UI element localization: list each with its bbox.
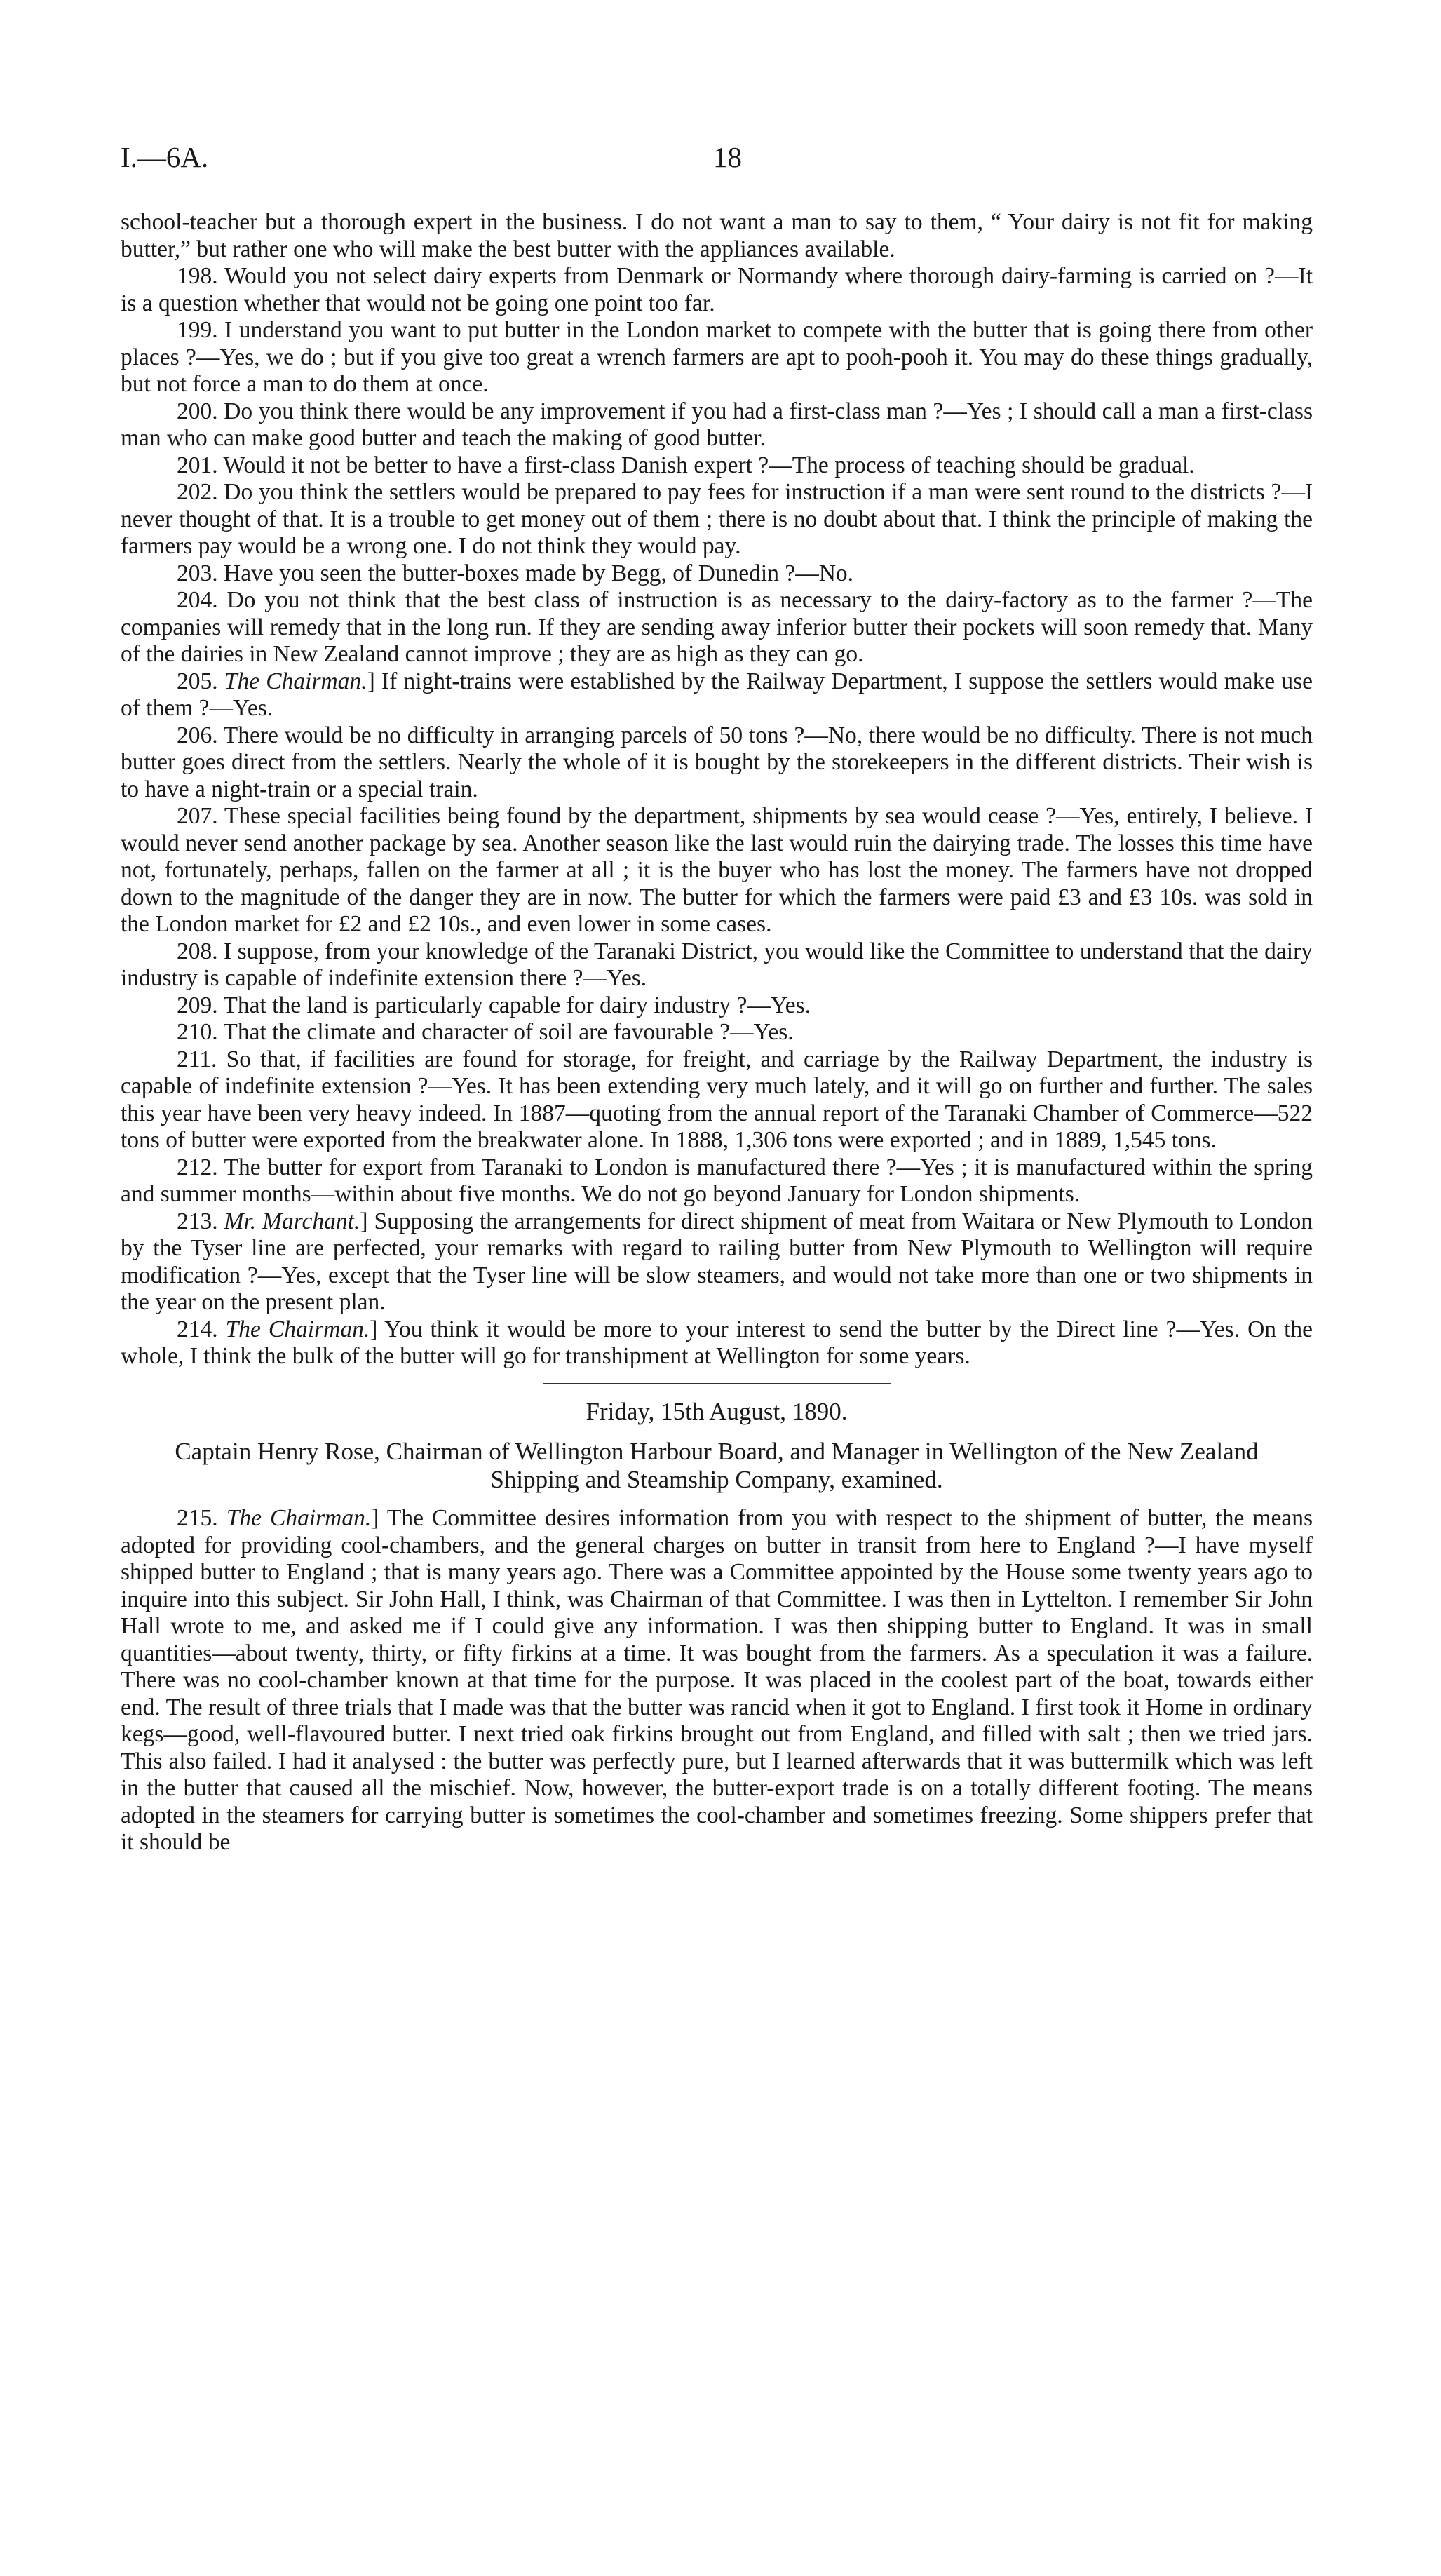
paragraph: 207. These special facilities being found by the department, shipments by sea would cease ?—Yes, entirely, I believe. I would never send another package by sea. Another season like the last would ruin the dairying trade. The losses this time have not, fortunately, perhaps, fallen on the farmer at all ; it is the buyer who has lost the money. The farmers have not dropped down to the magnitude of the danger they are in now. The butter for which the farmers were paid £3 and £3 10s. was sold in the London market for £2 and £2 10s., and even lower in some cases.: [121, 803, 1313, 937]
paragraph: 211. So that, if facilities are found for storage, for freight, and carriage by the Railway Department, the industry is capable of indefinite extension ?—Yes. It has been extending very much lately, and it will go on further and further. The sales this year have been very heavy indeed. In 1887—quoting from the annual report of the Taranaki Chamber of Commerce—522 tons of butter were exported from the breakwater alone. In 1888, 1,306 tons were exported ; and in 1889, 1,545 tons.: [121, 1046, 1313, 1153]
paragraph: 215. The Chairman.] The Committee desires information from you with respect to the shipment of butter, the means adopted for providing cool-chambers, and the general charges on butter in transit from here to England ?—I have myself shipped butter to England ; that is many years ago. There was a Committee appointed by the House some twenty years ago to inquire into this subject. Sir John Hall, I think, was Chairman of that Committee. I was then in Lyttelton. I remember Sir John Hall wrote to me, and asked me if I could give any information. I was then shipping butter to England. It was in small quantities—about twenty, thirty, or fifty firkins at a time. It was bought from the farmers. As a speculation it was a failure. There was no cool-chamber known at that time for the purpose. It was placed in the coolest part of the boat, towards either end. The result of three trials that I made was that the butter was rancid when it got to England. I first took it Home in ordinary kegs—good, well-flavoured butter. I next tried oak firkins brought out from England, and filled with salt ; then we tried jars. This also failed. I had it analysed : the butter was perfectly pure, but I learned afterwards that it was buttermilk which was left in the butter that caused all the mischief. Now, however, the butter-export trade is on a totally different footing. The means adopted in the steamers for carrying butter is sometimes the cool-chamber and sometimes freezing. Some shippers prefer that it should be: [121, 1505, 1313, 1855]
question-number: 205.: [177, 668, 218, 694]
paragraph: 208. I suppose, from your knowledge of the Taranaki District, you would like the Committee to understand that the dairy industry is capable of indefinite extension there ?—Yes.: [121, 938, 1313, 991]
speaker-name: Mr. Marchant.: [224, 1208, 360, 1234]
paragraph: 214. The Chairman.] You think it would be more to your interest to send the butter by the Direct line ?—Yes. On the whole, I think the bulk of the butter will go for transhipment at Wellington for some years.: [121, 1316, 1313, 1369]
page-header: [121, 140, 1313, 182]
page-number: 18: [713, 141, 742, 173]
paragraph: 198. Would you not select dairy experts from Denmark or Normandy where thorough dairy-farming is carried on ?—It is a question whether that would not be going one point too far.: [121, 263, 1313, 316]
page-body: [121, 209, 1313, 1856]
paragraph: 202. Do you think the settlers would be prepared to pay fees for instruction if a man were sent round to the districts ?—I never thought of that. It is a trouble to get money out of them ; there is no doubt about that. I think the principle of making the farmers pay would be a wrong one. I do not think they would pay.: [121, 479, 1313, 559]
paragraph: 213. Mr. Marchant.] Supposing the arrangements for direct shipment of meat from Waitara or New Plymouth to London by the Tyser line are perfected, your remarks with regard to railing butter from New Plymouth to Wellington will require modification ?—Yes, except that the Tyser line will be slow steamers, and would not take more than one or two shipments in the year on the present plan.: [121, 1208, 1313, 1315]
paragraph-text: Supposing the arrangements for direct shipment of meat from Waitara or New Plymouth to London by the Tyser line are perfected, your remarks with regard to railing butter from New Plymouth to Wellington will require modification ?—Yes, except that the Tyser line will be slow steamers, and would not take more than one or two shipments in the year on the present plan.: [121, 1208, 1313, 1315]
question-number: 214.: [177, 1316, 218, 1342]
paragraph: 212. The butter for export from Taranaki to London is manufactured there ?—Yes ; it is manufactured within the spring and summer months—within about five months. We do not go beyond January for London shipments.: [121, 1154, 1313, 1207]
document-reference: I.—6A.: [121, 141, 209, 173]
paragraph: 204. Do you not think that the best class of instruction is as necessary to the dairy-factory as to the farmer ?—The companies will remedy that in the long run. If they are sending away inferior butter their pockets will soon remedy that. Many of the dairies in New Zealand cannot improve ; they are as high as they can go.: [121, 587, 1313, 667]
speaker-name: The Chairman.: [226, 1505, 372, 1531]
paragraph: 201. Would it not be better to have a first-class Danish expert ?—The process of teaching should be gradual.: [177, 452, 1195, 478]
speaker-name: The Chairman.: [225, 1316, 370, 1342]
section-divider: [543, 1383, 891, 1384]
question-number: 215.: [177, 1505, 218, 1531]
speaker-name: The Chairman.: [224, 668, 367, 694]
paragraph: 210. That the climate and character of soil are favourable ?—Yes.: [177, 1019, 794, 1045]
paragraph-text: If night-trains were established by the Railway Department, I suppose the settlers would make use of them ?—Yes.: [121, 668, 1313, 721]
witness-heading: Captain Henry Rose, Chairman of Wellington Harbour Board, and Manager in Wellington of the New Zealand Shipping and Steamship Company, examined.: [175, 1438, 1259, 1493]
paragraph: school-teacher but a thorough expert in the business. I do not want a man to say to them, “ Your dairy is not fit for making butter,” but rather one who will make the best butter with the appliances available.: [121, 209, 1313, 262]
paragraph: 199. I understand you want to put butter in the London market to compete with the butter that is going there from other places ?—Yes, we do ; but if you give too great a wrench farmers are apt to pooh-pooh it. You may do these things gradually, but not force a man to do them at once.: [121, 317, 1313, 397]
paragraph: 205. The Chairman.] If night-trains were established by the Railway Department, I suppose the settlers would make use of them ?—Yes.: [121, 668, 1313, 721]
paragraph: 200. Do you think there would be any improvement if you had a first-class man ?—Yes ; I should call a man a first-class man who can make good butter and teach the making of good butter.: [121, 398, 1313, 451]
paragraph: 209. That the land is particularly capable for dairy industry ?—Yes.: [177, 992, 811, 1018]
question-number: 213.: [177, 1208, 218, 1234]
paragraph: 206. There would be no difficulty in arranging parcels of 50 tons ?—No, there would be no difficulty. There is not much butter goes direct from the settlers. Nearly the whole of it is bought by the storekeepers in the different districts. Their wish is to have a night-train or a special train.: [121, 722, 1313, 802]
paragraph-text: The Committee desires information from you with respect to the shipment of butter, the means adopted for providing cool-chambers, and the general charges on butter in transit from here to England ?—I have myself shipped butter to England ; that is many years ago. There was a Committee appointed by the House some twenty years ago to inquire into this subject. Sir John Hall, I think, was Chairman of that Committee. I was then in Lyttelton. I remember Sir John Hall wrote to me, and asked me if I could give any information. I was then shipping butter to England. It was in small quantities—about twenty, thirty, or fifty firkins at a time. It was bought from the farmers. As a speculation it was a failure. There was no cool-chamber known at that time for the purpose. It was placed in the coolest part of the boat, towards either end. The result of three trials that I made was that the butter was rancid when it got to England. I first took it Home in ordinary kegs—good, well-flavoured butter. I next tried oak firkins brought out from England, and filled with salt ; then we tried jars. This also failed. I had it analysed : the butter was perfectly pure, but I learned afterwards that it was buttermilk which was left in the butter that caused all the mischief. Now, however, the butter-export trade is on a totally different footing. The means adopted in the steamers for carrying butter is sometimes the cool-chamber and sometimes freezing. Some shippers prefer that it should be: [121, 1505, 1313, 1855]
paragraph-text: You think it would be more to your interest to send the butter by the Direct line ?—Yes. On the whole, I think the bulk of the butter will go for transhipment at Wellington for some years.: [121, 1316, 1313, 1369]
paragraph: 203. Have you seen the butter-boxes made by Begg, of Dunedin ?—No.: [177, 560, 854, 586]
date-heading: Friday, 15th August, 1890.: [586, 1397, 848, 1425]
